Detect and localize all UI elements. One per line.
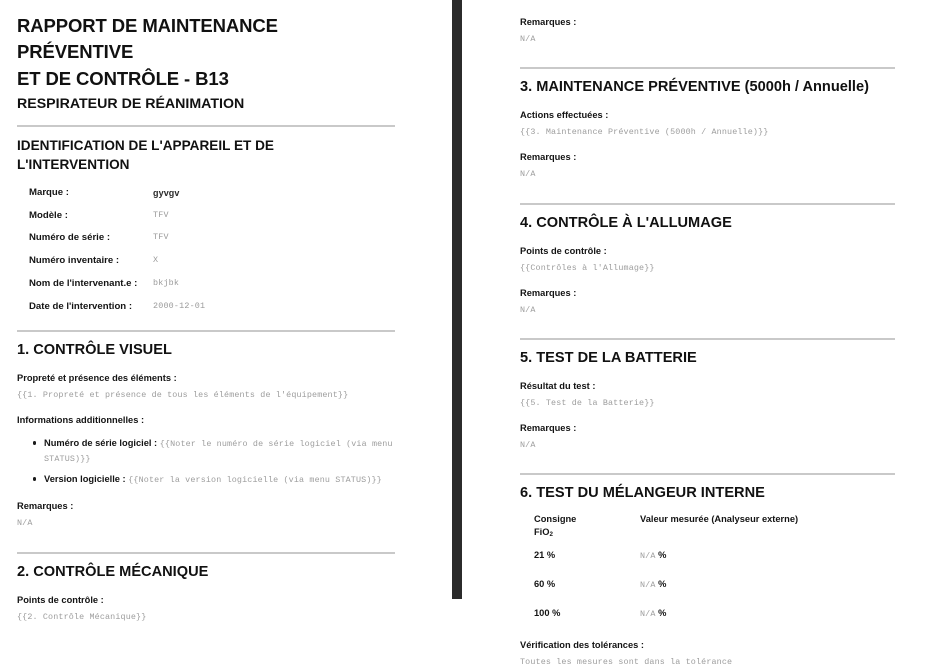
section1-infos-label: Informations additionnelles : [17, 415, 145, 426]
table-header-row [520, 510, 895, 541]
bullet-value-numero-serie-logiciel: {{Noter le numéro de série logiciel (via menu STATUS)}} [44, 439, 393, 465]
identification-heading-line2: L'INTERVENTION [17, 157, 130, 173]
section2-remarques-value: N/A [520, 34, 536, 45]
table-row [520, 599, 895, 628]
section2-points-value: {{2. Contrôle Mécanique}} [17, 611, 147, 622]
section5-remarques-value: N/A [520, 440, 536, 451]
bullet-separator: : [119, 474, 129, 485]
field-value-date-intervention: 2000-12-01 [153, 301, 206, 312]
mesure-cell-100 [638, 599, 895, 628]
field-value-numero-serie: TFV [153, 232, 169, 243]
document-title-line1: RAPPORT DE MAINTENANCE PRÉVENTIVE [17, 15, 278, 63]
section3-actions-value: {{3. Maintenance Préventive (5000h / Annuelle)}} [520, 127, 769, 138]
section1-remarques-value: N/A [17, 518, 33, 529]
section4-heading: 4. CONTRÔLE À L'ALLUMAGE [520, 214, 732, 231]
section4-remarques-value: N/A [520, 304, 536, 315]
identification-table [17, 182, 395, 320]
section2-heading: 2. CONTRÔLE MÉCANIQUE [17, 563, 209, 580]
section5-heading: 5. TEST DE LA BATTERIE [520, 349, 697, 366]
field-value-numero-inventaire: X [153, 255, 159, 266]
section6-heading: 6. TEST DU MÉLANGEUR INTERNE [520, 485, 765, 502]
table-row [17, 205, 395, 228]
field-value-marque: gyvgv [153, 187, 180, 198]
left-column [0, 0, 452, 622]
mesure-value-60: N/A [640, 580, 656, 591]
column-header-valeur-mesuree: Valeur mesurée (Analyseur externe) [640, 514, 799, 525]
divider-before-section5 [520, 338, 895, 340]
field-value-modele: TFV [153, 209, 169, 220]
section2-remarques-label: Remarques : [520, 17, 577, 27]
table-row [17, 273, 395, 296]
section3-remarques-value: N/A [520, 169, 536, 180]
field-value-intervenant: bkjbk [153, 278, 180, 289]
consigne-value-100: 100 % [534, 608, 561, 619]
section5-resultat-label: Résultat du test : [520, 380, 596, 391]
field-label-marque: Marque : [29, 186, 69, 198]
document-subtitle: RESPIRATEUR DE RÉANIMATION [17, 95, 245, 112]
column-header-consigne-subscript: 2 [549, 531, 553, 539]
section3-remarques-label: Remarques : [520, 152, 577, 163]
bullet-separator: : [151, 438, 160, 449]
mesure-unit-100: % [658, 608, 667, 619]
table-row [17, 250, 395, 273]
column-header-consigne-line1: Consigne [534, 514, 577, 525]
mesure-value-100: N/A [640, 609, 656, 620]
identification-heading-line1: IDENTIFICATION DE L'APPAREIL ET DE [17, 137, 274, 153]
list-item [44, 472, 395, 487]
bullet-label-version-logicielle: Version logicielle [44, 474, 120, 485]
section6-tolerance-value: Toutes les mesures sont dans la tolérance [520, 657, 733, 668]
field-label-numero-inventaire: Numéro inventaire : [29, 255, 120, 267]
section4-points-value: {{Contrôles à l'Allumage}} [520, 262, 655, 273]
table-row [520, 541, 895, 570]
column-header-consigne-line2: FiO [534, 526, 550, 537]
section5-remarques-label: Remarques : [520, 423, 577, 434]
mesure-unit-21: % [658, 550, 667, 561]
mixer-test-table [520, 510, 895, 628]
section1-heading: 1. CONTRÔLE VISUEL [17, 342, 172, 359]
mesure-cell-21 [638, 541, 895, 570]
divider-before-section1 [17, 330, 395, 332]
table-row [520, 570, 895, 599]
bullet-label-numero-serie-logiciel: Numéro de série logiciel [44, 438, 152, 449]
table-row [17, 296, 395, 319]
divider-before-section4 [520, 203, 895, 205]
divider-before-section2 [17, 552, 395, 554]
section5-resultat-value: {{5. Test de la Batterie}} [520, 397, 655, 408]
mesure-cell-60 [638, 570, 895, 599]
document-title-line2: ET DE CONTRÔLE - B13 [17, 67, 229, 89]
table-row [17, 182, 395, 205]
section1-proprete-value: {{1. Propreté et présence de tous les éléments de l'équipement}} [17, 390, 349, 401]
section3-heading: 3. MAINTENANCE PRÉVENTIVE (5000h / Annuelle) [520, 79, 869, 96]
right-column [462, 0, 942, 668]
section3-actions-label: Actions effectuées : [520, 110, 609, 121]
section4-points-label: Points de contrôle : [520, 245, 607, 256]
mesure-unit-60: % [658, 579, 667, 590]
column-divider [452, 0, 462, 599]
table-row [17, 227, 395, 250]
divider-before-section3 [520, 67, 895, 69]
section6-tolerance-label: Vérification des tolérances : [520, 640, 645, 651]
divider-before-section6 [520, 473, 895, 475]
divider-after-title [17, 125, 395, 127]
section2-points-label: Points de contrôle : [17, 594, 104, 605]
column-header-consigne [520, 510, 638, 541]
section4-remarques-label: Remarques : [520, 287, 577, 298]
section1-bullet-list [17, 436, 395, 487]
consigne-value-60: 60 % [534, 579, 556, 590]
field-label-modele: Modèle : [29, 209, 68, 221]
field-label-numero-serie: Numéro de série : [29, 232, 111, 244]
consigne-value-21: 21 % [534, 550, 556, 561]
field-label-intervenant: Nom de l'intervenant.e : [29, 278, 138, 290]
section1-remarques-label: Remarques : [17, 501, 74, 512]
identification-heading [17, 136, 395, 175]
bullet-value-version-logicielle: {{Noter la version logicielle (via menu STATUS)}} [128, 475, 382, 486]
section1-proprete-label: Propreté et présence des éléments : [17, 373, 177, 384]
mesure-value-21: N/A [640, 551, 656, 562]
field-label-date-intervention: Date de l'intervention : [29, 301, 133, 313]
list-item [44, 436, 395, 466]
document-title [17, 13, 395, 92]
